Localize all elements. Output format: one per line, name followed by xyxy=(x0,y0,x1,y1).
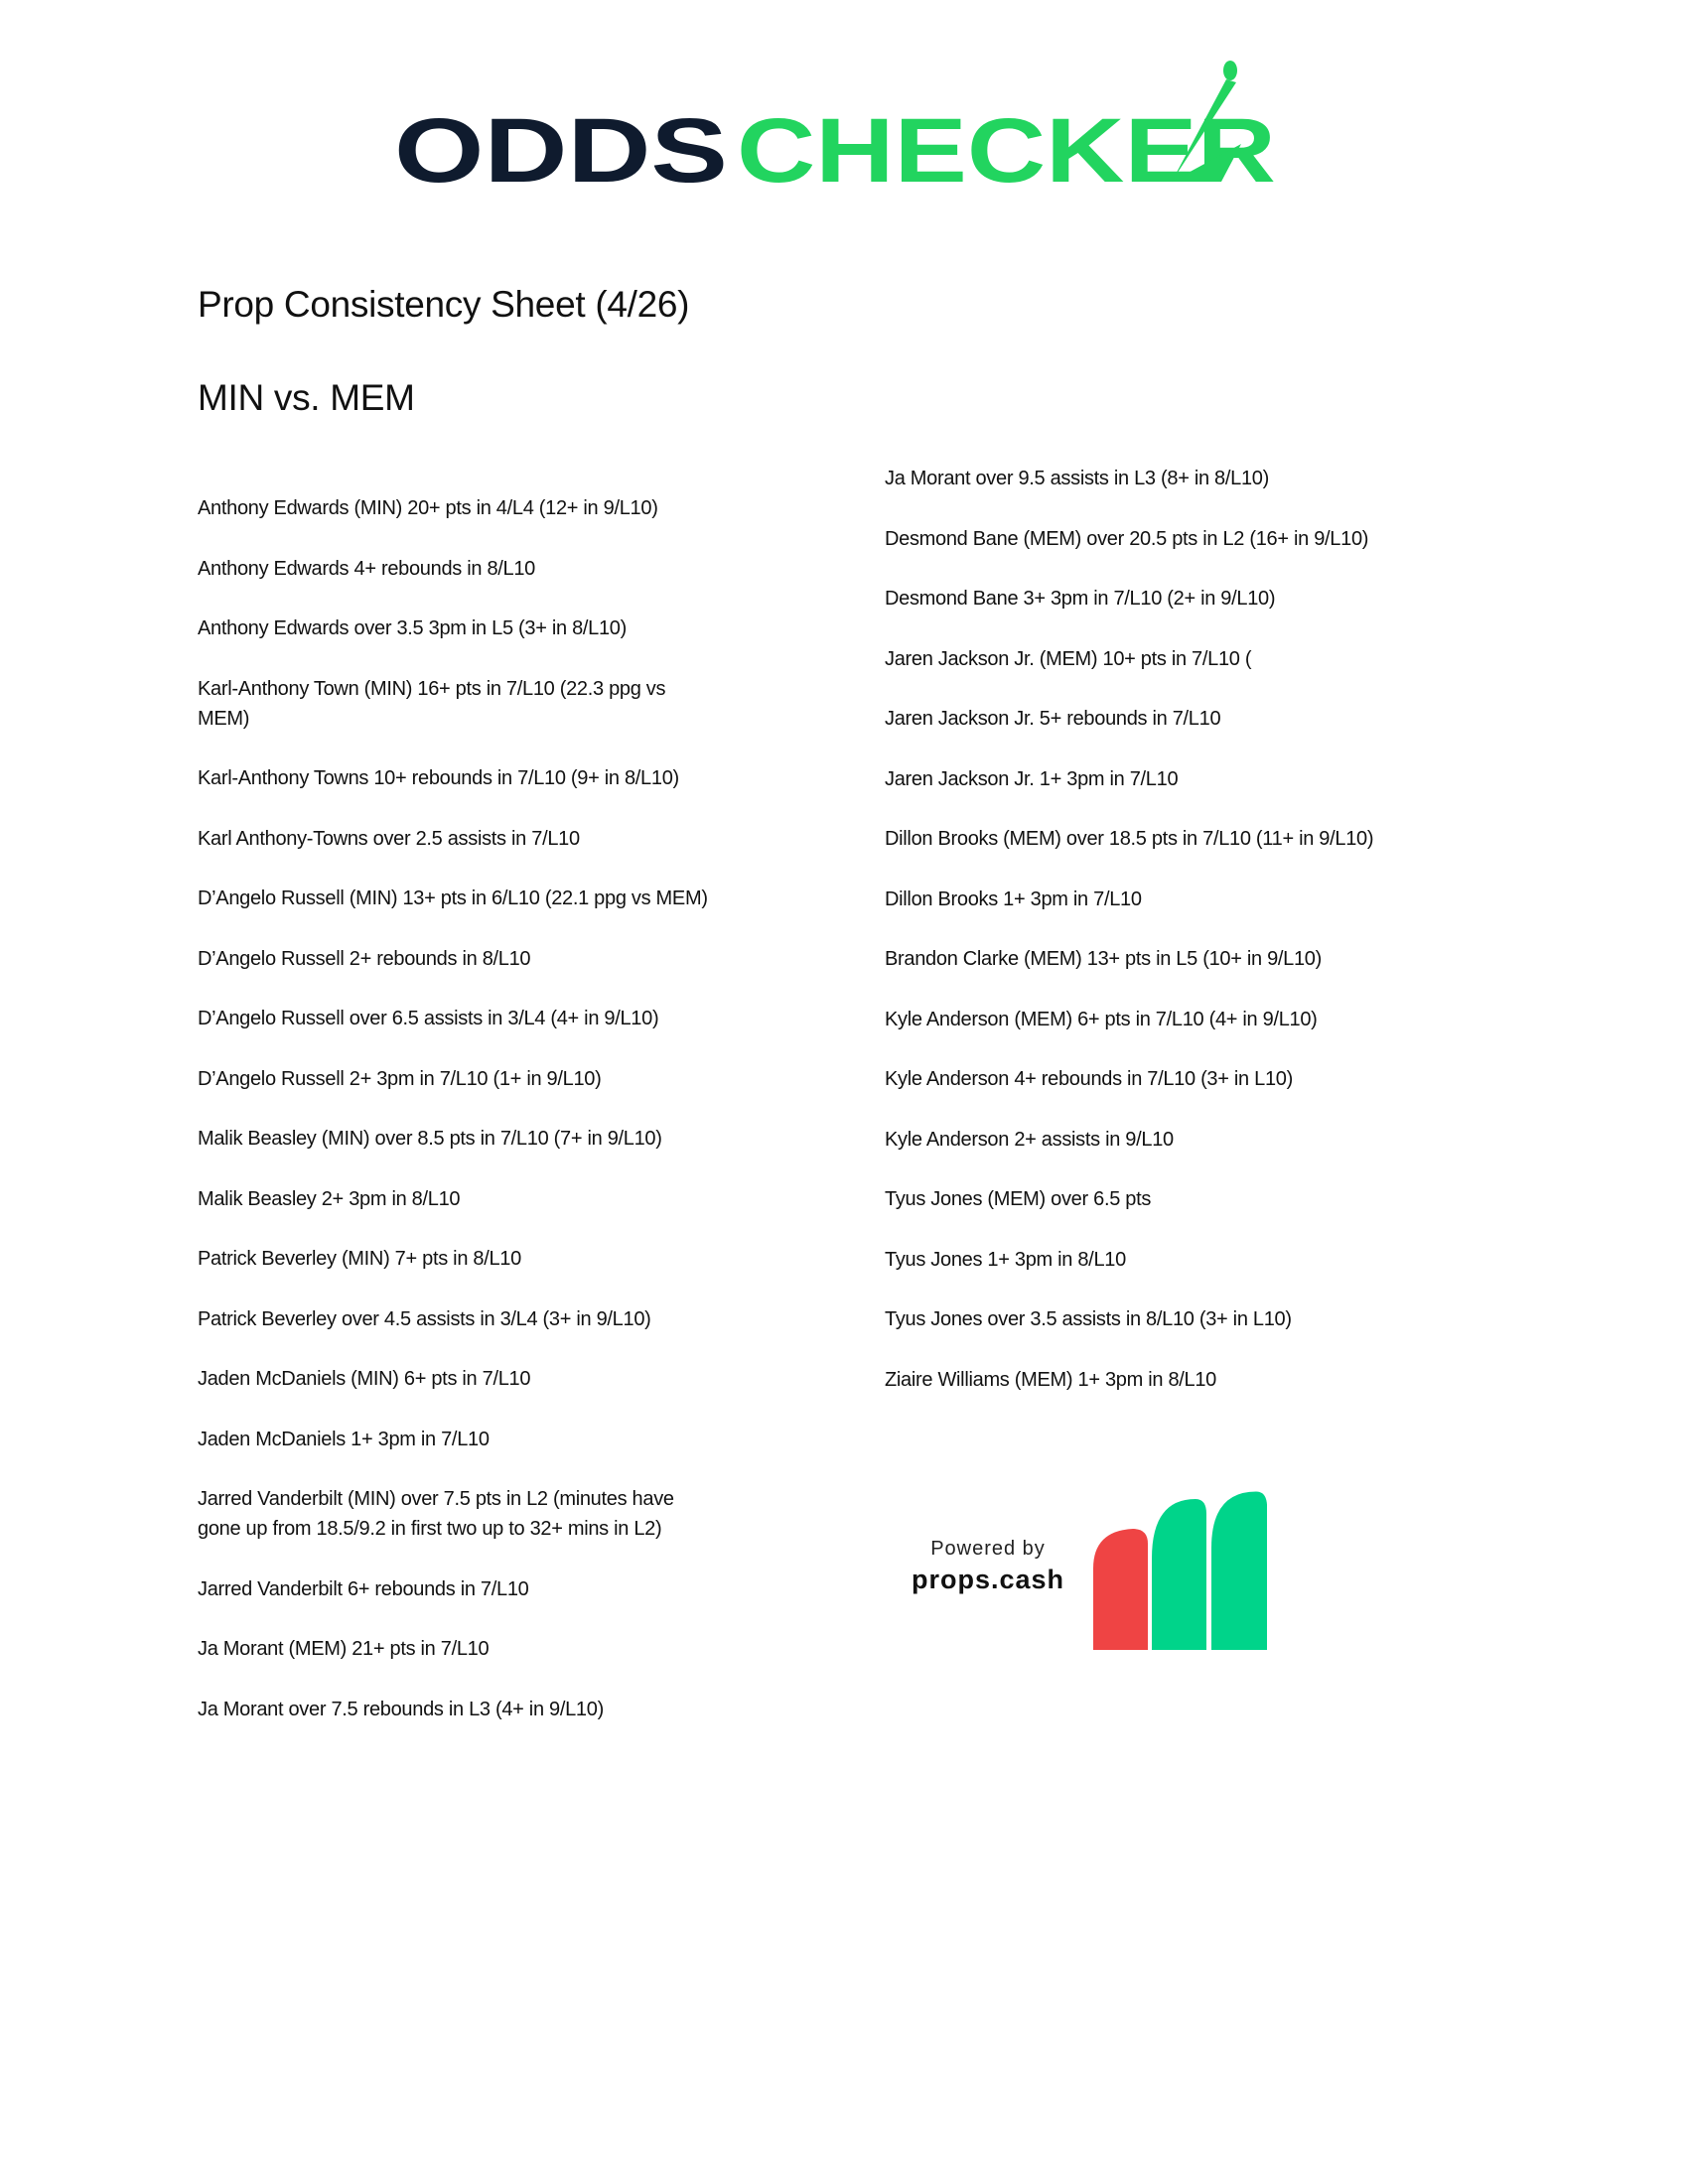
prop-line: Tyus Jones (MEM) over 6.5 pts xyxy=(885,1188,1152,1210)
prop-line: Dillon Brooks (MEM) over 18.5 pts in 7/L10 (11+ in 9/L10) xyxy=(885,828,1374,850)
prop-line: D’Angelo Russell 2+ 3pm in 7/L10 (1+ in 9/L10) xyxy=(198,1067,602,1090)
prop-item xyxy=(885,944,1373,974)
logo-bar-green-mid xyxy=(1152,1499,1206,1650)
prop-line: Desmond Bane (MEM) over 20.5 pts in L2 (16+ in 9/L10) xyxy=(885,527,1369,550)
page-title: Prop Consistency Sheet (4/26) xyxy=(198,284,690,325)
prop-item xyxy=(198,1244,708,1274)
left-prop-list xyxy=(198,493,708,1754)
prop-item xyxy=(885,464,1373,493)
prop-item xyxy=(885,824,1373,854)
prop-line: gone up from 18.5/9.2 in first two up to 32+ mins in L2) xyxy=(198,1518,662,1540)
logo-checker-text: CHECKER xyxy=(737,100,1276,194)
prop-item xyxy=(885,1064,1373,1094)
prop-line: Patrick Beverley over 4.5 assists in 3/L4 (3+ in 9/L10) xyxy=(198,1307,651,1330)
prop-line: Anthony Edwards 4+ rebounds in 8/L10 xyxy=(198,557,536,580)
prop-line: Jarred Vanderbilt 6+ rebounds in 7/L10 xyxy=(198,1577,529,1600)
prop-item xyxy=(198,1004,708,1033)
prop-line: Karl-Anthony Towns 10+ rebounds in 7/L10 (9+ in 8/L10) xyxy=(198,767,679,789)
prop-item xyxy=(885,1005,1373,1034)
prop-line: Karl-Anthony Town (MIN) 16+ pts in 7/L10 (22.3 ppg vs xyxy=(198,677,666,700)
logo-bar-red xyxy=(1093,1529,1148,1650)
prop-line: Dillon Brooks 1+ 3pm in 7/L10 xyxy=(885,887,1142,910)
powered-by xyxy=(899,1534,1077,1595)
prop-item xyxy=(198,554,708,584)
prop-item xyxy=(198,1425,708,1454)
prop-item xyxy=(198,674,708,734)
prop-line: Kyle Anderson 4+ rebounds in 7/L10 (3+ in L10) xyxy=(885,1068,1293,1090)
prop-line: Desmond Bane 3+ 3pm in 7/L10 (2+ in 9/L10) xyxy=(885,588,1276,610)
prop-line: Ziaire Williams (MEM) 1+ 3pm in 8/L10 xyxy=(885,1368,1216,1391)
prop-item xyxy=(885,1184,1373,1214)
prop-line: Jaden McDaniels 1+ 3pm in 7/L10 xyxy=(198,1428,490,1450)
prop-item xyxy=(198,1484,708,1544)
prop-item xyxy=(885,704,1373,734)
prop-item xyxy=(885,1245,1373,1275)
prop-item xyxy=(198,1184,708,1214)
prop-line: Anthony Edwards over 3.5 3pm in L5 (3+ in 8/L10) xyxy=(198,617,627,639)
prop-item xyxy=(198,763,708,793)
prop-item xyxy=(885,1304,1373,1334)
prop-line: Anthony Edwards (MIN) 20+ pts in 4/L4 (12+ in 9/L10) xyxy=(198,497,658,519)
prop-item xyxy=(885,644,1373,674)
prop-item xyxy=(198,614,708,643)
prop-line: Malik Beasley 2+ 3pm in 8/L10 xyxy=(198,1187,461,1210)
prop-line: Jaren Jackson Jr. (MEM) 10+ pts in 7/L10 ( xyxy=(885,647,1252,670)
prop-line: Tyus Jones over 3.5 assists in 8/L10 (3+ in L10) xyxy=(885,1308,1292,1330)
prop-item xyxy=(198,1695,708,1724)
prop-item xyxy=(885,764,1373,794)
prop-item xyxy=(885,885,1373,914)
prop-item xyxy=(198,944,708,974)
prop-line: Jarred Vanderbilt (MIN) over 7.5 pts in L2 (minutes have xyxy=(198,1488,674,1510)
powered-by-label: Powered by xyxy=(930,1538,1046,1560)
prop-line: Kyle Anderson (MEM) 6+ pts in 7/L10 (4+ in 9/L10) xyxy=(885,1008,1318,1030)
prop-line: Kyle Anderson 2+ assists in 9/L10 xyxy=(885,1128,1174,1151)
prop-line: Ja Morant over 7.5 rebounds in L3 (4+ in 9/L10) xyxy=(198,1698,604,1720)
prop-item xyxy=(198,824,708,854)
logo-odds-text: ODDS xyxy=(394,100,728,194)
prop-line: D’Angelo Russell 2+ rebounds in 8/L10 xyxy=(198,947,531,970)
prop-item xyxy=(885,584,1373,614)
prop-item xyxy=(885,524,1373,554)
prop-item xyxy=(198,1364,708,1394)
prop-item xyxy=(198,1634,708,1664)
prop-item xyxy=(885,1125,1373,1155)
prop-line: D’Angelo Russell (MIN) 13+ pts in 6/L10 (22.1 ppg vs MEM) xyxy=(198,887,708,909)
prop-line: MEM) xyxy=(198,707,250,730)
prop-line: Ja Morant (MEM) 21+ pts in 7/L10 xyxy=(198,1638,490,1660)
prop-line: Karl Anthony-Towns over 2.5 assists in 7/L10 xyxy=(198,827,580,850)
prop-item xyxy=(198,1574,708,1604)
prop-line: Patrick Beverley (MIN) 7+ pts in 8/L10 xyxy=(198,1248,521,1270)
prop-line: Tyus Jones 1+ 3pm in 8/L10 xyxy=(885,1248,1126,1271)
logo-dot-icon xyxy=(1223,61,1237,80)
prop-item xyxy=(198,493,708,523)
prop-item xyxy=(198,1304,708,1334)
props-cash-brand: props.cash xyxy=(911,1565,1065,1594)
prop-line: Brandon Clarke (MEM) 13+ pts in L5 (10+ in 9/L10) xyxy=(885,948,1322,970)
prop-line: Jaden McDaniels (MIN) 6+ pts in 7/L10 xyxy=(198,1368,531,1390)
prop-line: Ja Morant over 9.5 assists in L3 (8+ in 8/L10) xyxy=(885,468,1269,489)
oddschecker-logo xyxy=(387,55,1291,194)
props-cash-logo xyxy=(1093,1489,1267,1650)
right-prop-list xyxy=(885,464,1373,1425)
prop-line: D’Angelo Russell over 6.5 assists in 3/L4 (4+ in 9/L10) xyxy=(198,1008,659,1029)
prop-item xyxy=(198,1064,708,1094)
logo-bar-green-tall xyxy=(1211,1491,1267,1650)
prop-line: Jaren Jackson Jr. 5+ rebounds in 7/L10 xyxy=(885,708,1221,730)
matchup-heading: MIN vs. MEM xyxy=(198,377,415,418)
prop-item xyxy=(198,1124,708,1154)
prop-line: Malik Beasley (MIN) over 8.5 pts in 7/L10 (7+ in 9/L10) xyxy=(198,1128,662,1150)
prop-item xyxy=(198,884,708,913)
prop-line: Jaren Jackson Jr. 1+ 3pm in 7/L10 xyxy=(885,767,1179,790)
prop-item xyxy=(885,1365,1373,1395)
